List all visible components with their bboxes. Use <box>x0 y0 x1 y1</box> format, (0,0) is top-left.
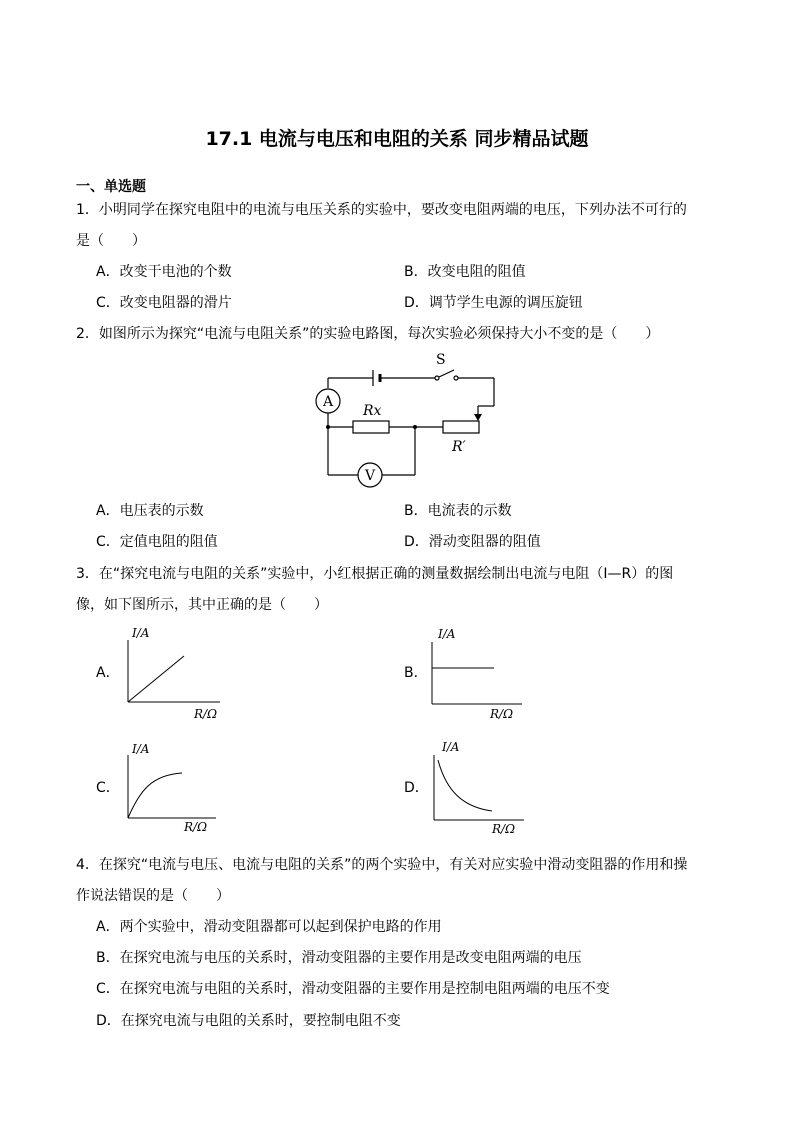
graph-c <box>120 735 230 835</box>
question-4-line-1: 4．在探究“电流与电压、电流与电阻的关系”的两个实验中，有关对应实验中滑动变阻器的作用和操 <box>76 857 688 873</box>
question-1-option-d: D．调节学生电源的调压旋钮 <box>404 295 583 311</box>
graph-c-label: C． <box>96 780 120 796</box>
question-2-option-c: C．定值电阻的阻值 <box>96 534 218 550</box>
question-2-option-b: B．电流表的示数 <box>404 503 512 519</box>
graph-d-xlabel: R/Ω <box>492 822 516 836</box>
question-2-line-1: 2．如图所示为探究“电流与电阻关系”的实验电路图，每次实验必须保持大小不变的是（ ） <box>76 326 660 342</box>
question-1-line-1: 1．小明同学在探究电阻中的电流与电压关系的实验中，要改变电阻两端的电压，下列办法不可行的 <box>76 202 687 218</box>
question-2-option-a: A．电压表的示数 <box>96 503 204 519</box>
graph-d-ylabel: I/A <box>442 740 460 754</box>
question-4-option-a: A．两个实验中，滑动变阻器都可以起到保护电路的作用 <box>96 919 442 935</box>
graph-c-ylabel: I/A <box>132 742 150 756</box>
graph-d <box>424 735 534 840</box>
circuit-diagram <box>300 345 510 490</box>
rheostat-label: R′ <box>452 439 466 455</box>
graph-b-xlabel: R/Ω <box>490 707 514 721</box>
graph-a-ylabel: I/A <box>132 626 150 640</box>
voltmeter-label: V <box>364 468 376 484</box>
graph-a-label: A． <box>96 665 120 681</box>
question-2-option-d: D．滑动变阻器的阻值 <box>404 534 541 550</box>
question-4-option-c: C．在探究电流与电阻的关系时，滑动变阻器的主要作用是控制电阻两端的电压不变 <box>96 981 610 997</box>
question-1-line-2: 是（ ） <box>76 233 146 249</box>
question-1-option-a: A．改变干电池的个数 <box>96 264 232 280</box>
graph-d-label: D． <box>404 780 429 796</box>
question-4-line-2: 作说法错误的是（ ） <box>76 888 230 904</box>
question-3-line-1: 3．在“探究电流与电阻的关系”实验中，小红根据正确的测量数据绘制出电流与电阻（I—R）的图 <box>76 566 674 582</box>
graph-a-xlabel: R/Ω <box>194 707 218 721</box>
graph-a <box>120 620 230 725</box>
question-1-option-c: C．改变电阻器的滑片 <box>96 295 232 311</box>
page-title: 17.1 电流与电压和电阻的关系 同步精品试题 <box>205 128 589 150</box>
question-3-line-2: 像，如下图所示，其中正确的是（ ） <box>76 597 328 613</box>
section-heading: 一、单选题 <box>76 179 146 195</box>
question-4-option-d: D．在探究电流与电阻的关系时，要控制电阻不变 <box>96 1013 401 1029</box>
ammeter-label: A <box>322 394 334 410</box>
switch-label: S <box>436 352 446 368</box>
graph-b-label: B． <box>404 665 428 681</box>
question-1-option-b: B．改变电阻的阻值 <box>404 264 526 280</box>
graph-b <box>424 620 534 725</box>
graph-c-xlabel: R/Ω <box>184 820 208 834</box>
question-4-option-b: B．在探究电流与电压的关系时，滑动变阻器的主要作用是改变电阻两端的电压 <box>96 950 582 966</box>
resistor-label: Rx <box>363 403 382 419</box>
graph-b-ylabel: I/A <box>438 627 456 641</box>
